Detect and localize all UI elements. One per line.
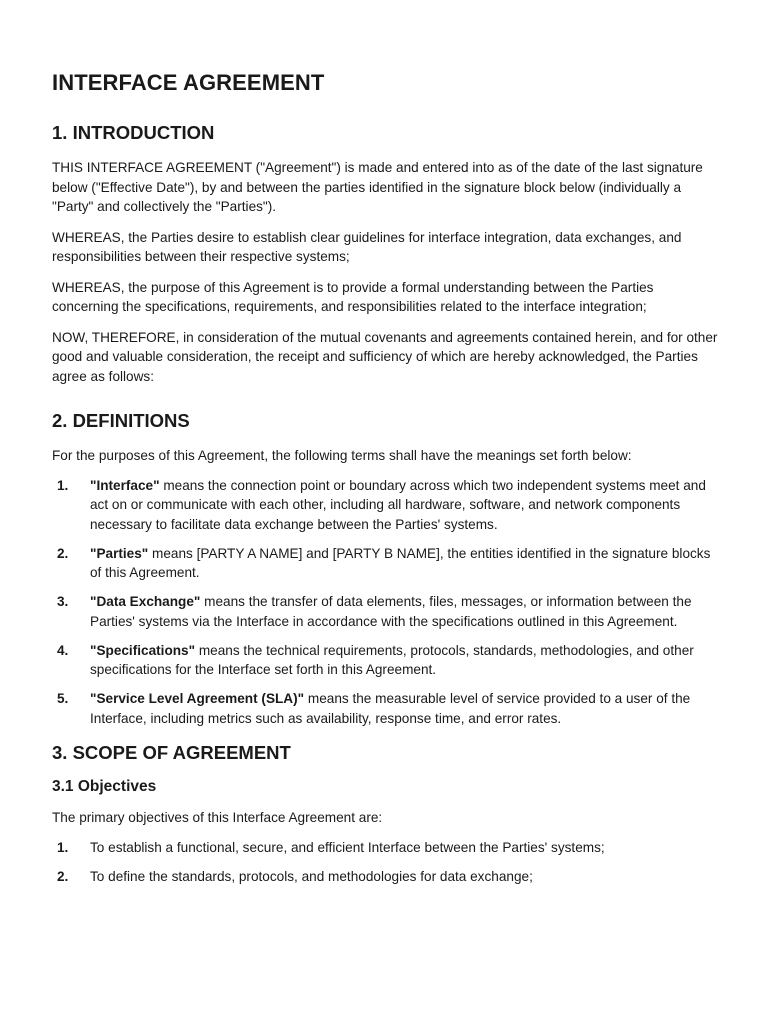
definition-text: means [PARTY A NAME] and [PARTY B NAME], the entities identified in the signature blocks of this Agreement.: [90, 545, 711, 580]
list-number: 2.: [57, 545, 69, 561]
list-number: 1.: [57, 839, 69, 855]
defined-term: "Data Exchange": [90, 594, 201, 609]
objectives-subheading: 3.1 Objectives: [52, 778, 157, 795]
objective-text: To establish a functional, secure, and efficient Interface between the Parties' systems;: [90, 839, 605, 855]
therefore-paragraph: NOW, THEREFORE, in consideration of the mutual covenants and agreements contained herein, and for other good and valuable consideration, the receipt and sufficiency of which are hereby acknowledged, the Parties agree as follows:: [52, 329, 718, 384]
definition-text: means the measurable level of service provided to a user of the Interface, including metrics such as availability, response time, and error rates.: [90, 691, 691, 726]
objectives-intro: The primary objectives of this Interface Agreement are:: [52, 810, 383, 825]
defined-term: "Specifications": [90, 642, 196, 658]
defined-term: "Service Level Agreement (SLA)": [90, 691, 305, 706]
definition-text: means the technical requirements, protocols, standards, methodologies, and other specifications for the Interface set forth in this Agreement.: [90, 642, 694, 677]
scope-heading: 3. SCOPE OF AGREEMENT: [52, 742, 291, 763]
defined-term: "Interface": [90, 477, 160, 493]
definitions-intro: For the purposes of this Agreement, the following terms shall have the meanings set forth below:: [52, 448, 632, 463]
list-item: [52, 592, 720, 631]
defined-term: "Parties": [90, 545, 149, 561]
list-number: 1.: [57, 477, 69, 493]
definitions-section: [52, 410, 720, 728]
list-item: [52, 689, 720, 728]
objectives-list: [52, 838, 720, 887]
list-item: [52, 476, 720, 535]
objective-text: To define the standards, protocols, and methodologies for data exchange;: [90, 868, 533, 884]
document-title: INTERFACE AGREEMENT: [52, 70, 325, 95]
definition-text: means the transfer of data elements, files, messages, or information between the Parties' systems via the Interface in accordance with the specifications outlined in this Agreement.: [90, 594, 692, 629]
list-item: [52, 867, 720, 887]
list-number: 3.: [57, 594, 69, 609]
definitions-list: [52, 476, 720, 729]
whereas-paragraph: WHEREAS, the purpose of this Agreement is to provide a formal understanding between the Parties concerning the specifications, requirements, and responsibilities related to the interface integration;: [52, 279, 654, 314]
list-number: 2.: [57, 868, 69, 884]
intro-paragraph: THIS INTERFACE AGREEMENT ("Agreement") is made and entered into as of the date of the last signature below ("Effective Date"), by and between the parties identified in the signature block below (individually a "Party" and collectively the "Parties").: [52, 160, 703, 214]
definitions-heading: 2. DEFINITIONS: [52, 410, 190, 431]
list-item: [52, 641, 720, 680]
list-number: 5.: [57, 691, 69, 706]
list-item: [52, 838, 720, 858]
list-number: 4.: [57, 642, 69, 658]
introduction-section: [52, 122, 720, 386]
list-item: [52, 544, 720, 583]
introduction-heading: 1. INTRODUCTION: [52, 122, 215, 143]
whereas-paragraph: WHEREAS, the Parties desire to establish clear guidelines for interface integration, data exchanges, and responsibilities between their respective systems;: [52, 229, 682, 264]
definition-text: means the connection point or boundary across which two independent systems meet and act on or communicate with each other, including all hardware, software, and network components necessary to facilitate data exchange between the Parties' systems.: [90, 477, 706, 532]
scope-section: [52, 742, 720, 886]
